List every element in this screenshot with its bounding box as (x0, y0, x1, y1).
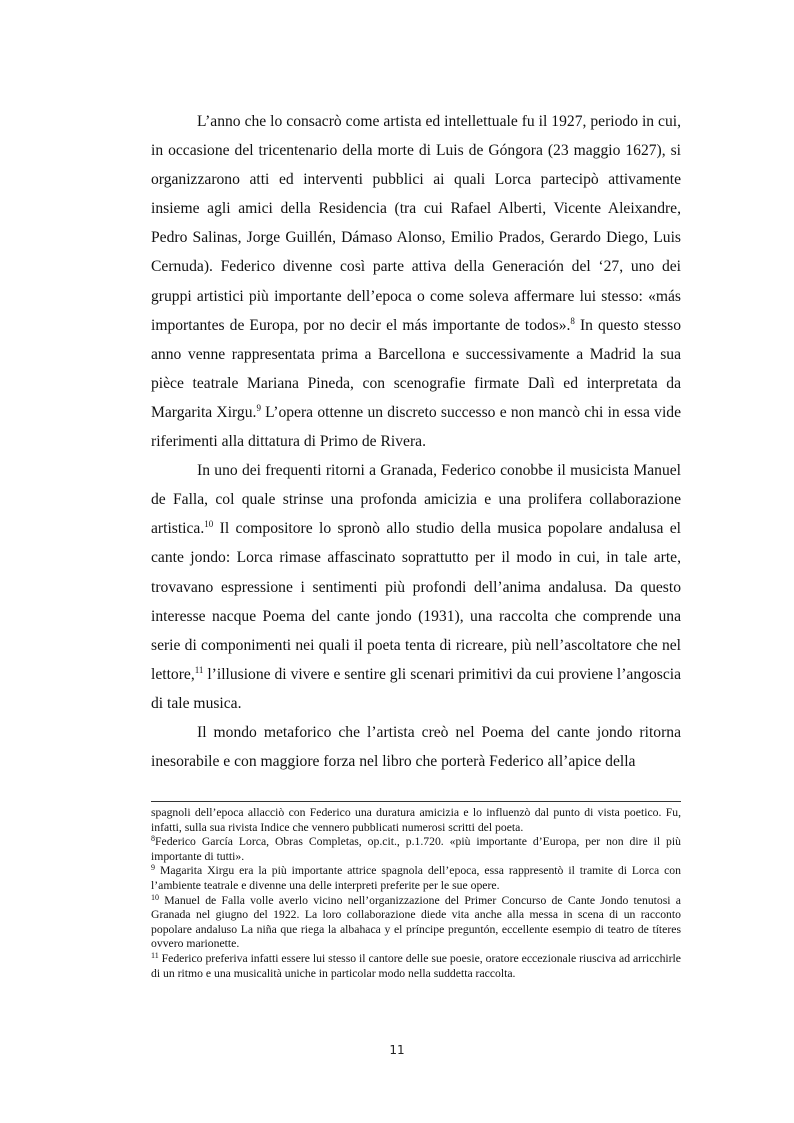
footnote-ref-11: 11 (194, 664, 204, 675)
footnote-9 (151, 864, 681, 893)
paragraph-3: Il mondo metaforico che l’artista creò nel Poema del cante jondo ritorna inesorabile e con maggiore forza nel libro che porterà Federico all’apice della (151, 723, 681, 771)
paragraph-2-text-b: Il compositore lo spronò allo studio della musica popolare andalusa el cante jondo: Lorca rimase affascinato soprattutto per il modo in cui, in tale arte, trovavano espressione i sentimenti più profondi dell’anima andalusa. Da questo interesse nacque Poema del cante jondo (1931), una raccolta che comprende una serie di componimenti nei quali il poeta tenta di ricreare, più nell’ascoltatore che nel lettore, (151, 520, 681, 683)
paragraph-1-text-b: In questo stesso anno venne rappresentata prima a Barcellona e successivamente a Madrid la sua pièce teatrale Mariana Pineda, con scenografie firmate Dalì ed interpretata da Margarita Xirgu. (151, 316, 682, 421)
footnote-8 (151, 835, 681, 864)
footnote-ref-9: 9 (256, 402, 261, 413)
body-text (151, 107, 681, 776)
footnote-number: 8 (151, 834, 155, 844)
footnote-number: 11 (151, 950, 159, 960)
paragraph-2-text-c: l’illusione di vivere e sentire gli scenari primitivi da cui proviene l’angoscia di tale musica. (151, 665, 681, 712)
paragraph-1-text-c: L’opera ottenne un discreto successo e non mancò chi in essa vide riferimenti alla dittatura di Primo de Rivera. (151, 403, 682, 451)
footnote-text: Federico preferiva infatti essere lui stesso il cantore delle sue poesie, oratore eccezionale riusciva ad arricchirle di un ritmo e una musicalità uniche in particolar modo nella suddetta raccolta. (151, 951, 681, 980)
footnote-separator (151, 801, 681, 802)
page-number: 11 (389, 1043, 405, 1057)
footnotes (151, 806, 681, 981)
footnote-ref-8: 8 (570, 315, 575, 326)
paragraph-2-text-a: In uno dei frequenti ritorni a Granada, Federico conobbe il musicista Manuel de Falla, col quale strinse una profonda amicizia e una prolifera collaborazione artistica. (151, 462, 681, 538)
footnote-text: Manuel de Falla volle averlo vicino nell’organizzazione del Primer Concurso de Cante Jondo tenutosi a Granada nel giugno del 1922. La loro collaborazione diede vita anche alla messa in scena di un racconto popolare andaluso La niña que riega la albahaca y el príncipe preguntón, eccellente esempio di teatro de títeres ovvero marionette. (151, 893, 681, 951)
footnote-text: Magarita Xirgu era la più importante attrice spagnola dell’epoca, essa rappresentò il tramite di Lorca con l’ambiente teatrale e divenne una delle interpreti preferite per le sue opere. (151, 864, 681, 892)
footnote-text: Federico García Lorca, Obras Completas, op.cit., p.1.720. «più importante d’Europa, per non dire il più importante di tutti». (151, 835, 681, 863)
footnote-number: 10 (151, 892, 159, 902)
paragraph-1 (151, 107, 681, 456)
paragraph-2 (151, 456, 681, 718)
footnote-11 (151, 952, 681, 981)
footnote-ref-10: 10 (204, 519, 214, 530)
footnote-continuation: spagnoli dell’epoca allacciò con Federico una duratura amicizia e lo influenzò dal punto di vista poetico. Fu, infatti, sulla sua rivista Indice che vennero pubblicati numerosi scritti del poeta. (151, 806, 681, 834)
footnote-number: 9 (151, 863, 155, 873)
paragraph-1-text-a: L’anno che lo consacrò come artista ed intellettuale fu il 1927, periodo in cui, in occasione del tricentenario della morte di Luis de Góngora (23 maggio 1627), si organizzarono atti ed interventi pubblici ai quali Lorca partecipò attivamente insieme agli amici della Residencia (tra cui Rafael Alberti, Vicente Aleixandre, Pedro Salinas, Jorge Guillén, Dámaso Alonso, Emilio Prados, Gerardo Diego, Luis Cernuda). Federico divenne così parte attiva della Generación del ‘27, uno dei gruppi artistici più importante dell’epoca o come soleva affermare lui stesso: «más importantes de Europa, por no decir el más importante de todos». (151, 113, 681, 334)
footnote-10 (151, 894, 681, 952)
